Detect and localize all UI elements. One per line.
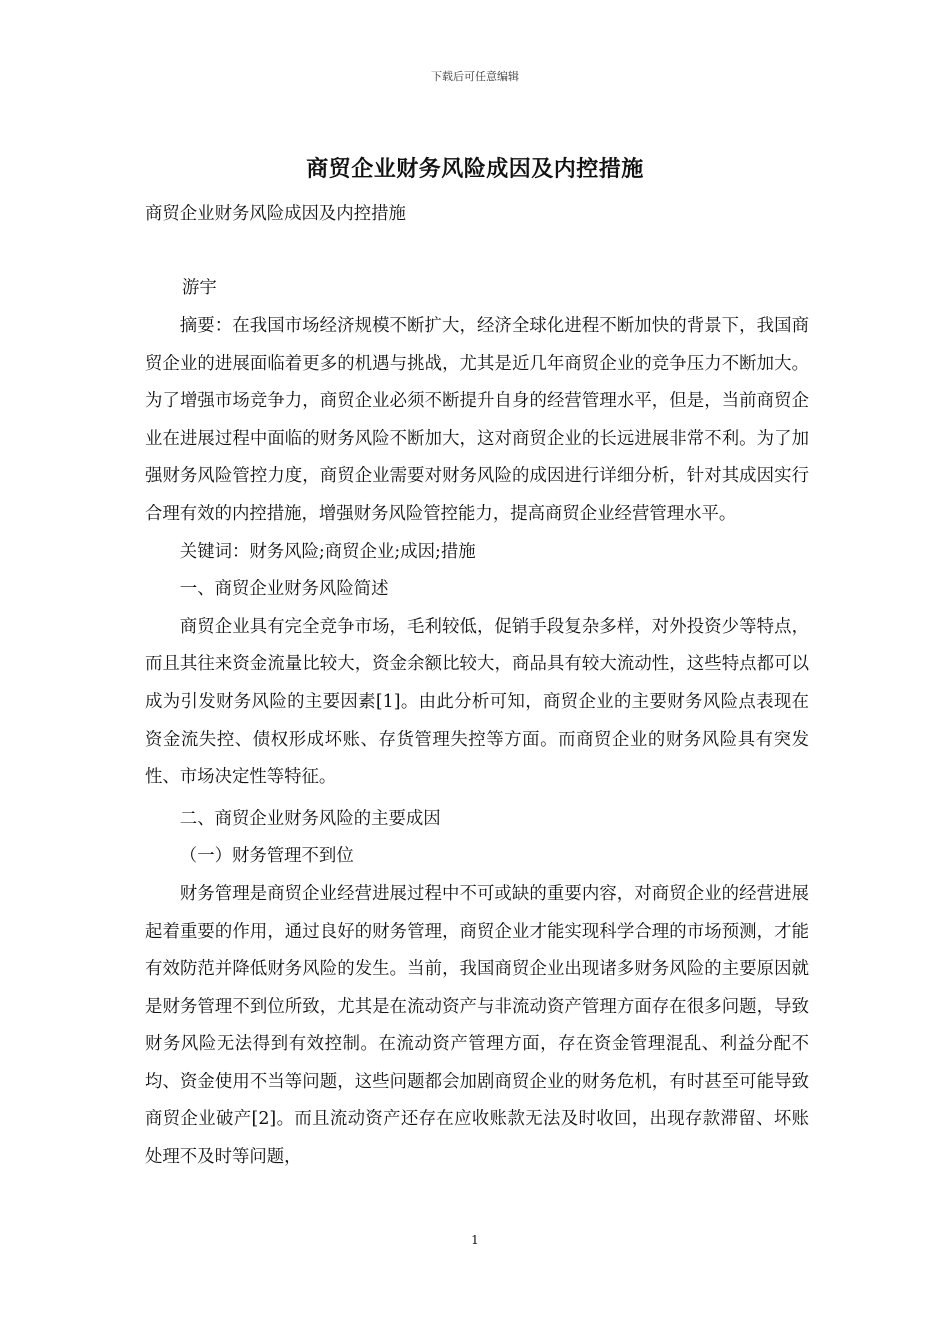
document-body bbox=[145, 308, 809, 1177]
keywords-paragraph: 关键词：财务风险;商贸企业;成因;措施 bbox=[179, 541, 476, 562]
subsection-heading-1: （一）财务管理不到位 bbox=[179, 846, 354, 867]
document-subtitle: 商贸企业财务风险成因及内控措施 bbox=[145, 204, 406, 224]
page-header-note: 下载后可任意编辑 bbox=[431, 70, 519, 83]
section-heading-2: 二、商贸企业财务风险的主要成因 bbox=[179, 808, 441, 829]
body-paragraph: 财务管理是商贸企业经营进展过程中不可或缺的重要内容，对商贸企业的经营进展起着重要的作用，通过良好的财务管理，商贸企业才能实现科学合理的市场预测，才能有效防范并降低财务风险的发生。当前，我国商贸企业出现诸多财务风险的主要原因就是财务管理不到位所致，尤其是在流动资产与非流动资产管理方面存在很多问题，导致财务风险无法得到有效控制。在流动资产管理方面，存在资金管理混乱、利益分配不均、资金使用不当等问题，这些问题都会加剧商贸企业的财务危机，有时甚至可能导致商贸企业破产[2]。而且流动资产还存在应收账款无法及时收回，出现存款滞留、坏账处理不及时等问题， bbox=[145, 883, 809, 1168]
abstract-paragraph: 摘要：在我国市场经济规模不断扩大，经济全球化进程不断加快的背景下，我国商贸企业的进展面临着更多的机遇与挑战，尤其是近几年商贸企业的竞争压力不断加大。为了增强市场竞争力，商贸企业必须不断提升自身的经营管理水平，但是，当前商贸企业在进展过程中面临的财务风险不断加大，这对商贸企业的长远进展非常不利。为了加强财务风险管控力度，商贸企业需要对财务风险的成因进行详细分析，针对其成因实行合理有效的内控措施，增强财务风险管控能力，提高商贸企业经营管理水平。 bbox=[145, 316, 809, 524]
section-heading-1: 一、商贸企业财务风险简述 bbox=[179, 579, 389, 600]
body-paragraph: 商贸企业具有完全竞争市场，毛利较低，促销手段复杂多样，对外投资少等特点，而且其往来资金流量比较大，资金余额比较大，商品具有较大流动性，这些特点都可以成为引发财务风险的主要因素[1]。由此分析可知，商贸企业的主要财务风险点表现在资金流失控、债权形成坏账、存货管理失控等方面。而商贸企业的财务风险具有突发性、市场决定性等特征。 bbox=[145, 616, 809, 788]
author-name: 游宇 bbox=[182, 278, 217, 298]
page-number: 1 bbox=[471, 1233, 479, 1247]
document-title: 商贸企业财务风险成因及内控措施 bbox=[306, 156, 644, 182]
